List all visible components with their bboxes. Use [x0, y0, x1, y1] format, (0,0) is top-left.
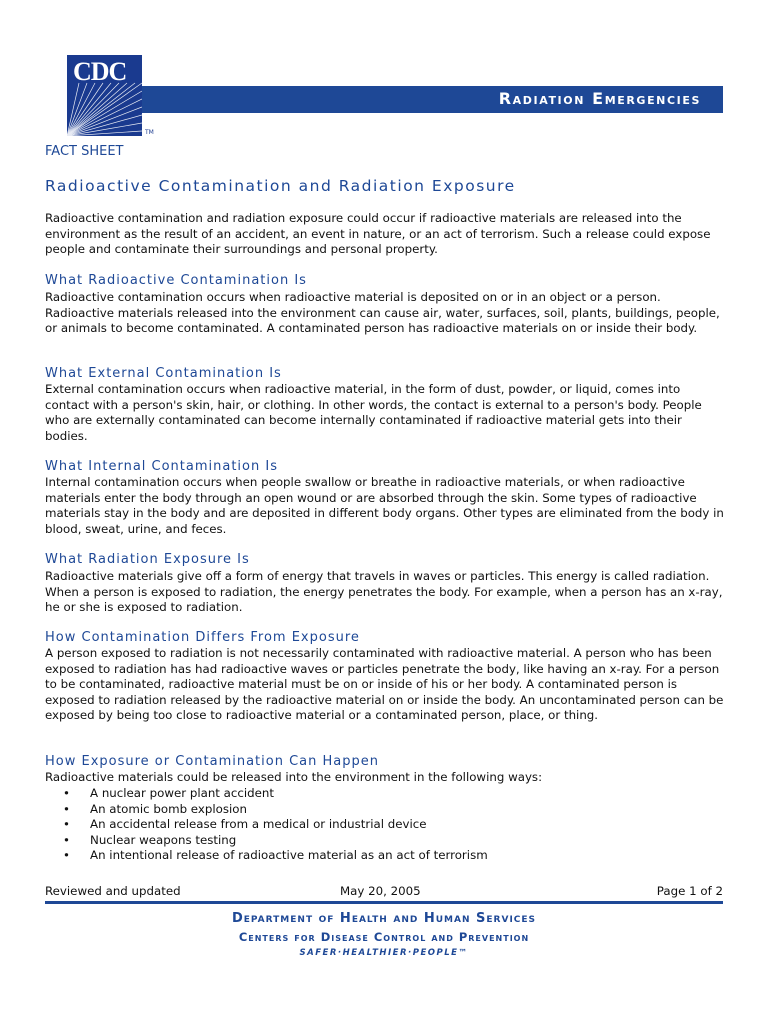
section-paragraph: Radioactive materials could be released into the environment in the following ways:	[45, 770, 543, 784]
section-paragraph: Radioactive contamination occurs when radioactive material is deposited on or in an object or a person. Radioactive materials released into the environment can cause air, water, surfaces, soil, plants, buildings, people, or animals to become contaminated. A contaminated person has radioactive materials on or inside their body.	[45, 290, 720, 335]
section-heading: What Radiation Exposure Is	[45, 552, 250, 567]
logo-trademark: TM	[145, 129, 154, 136]
page-number: Page 1 of 2	[656, 884, 723, 898]
footer-row	[45, 884, 723, 900]
department-name: Department of Health and Human Services	[231, 911, 537, 926]
cdc-logo-box	[67, 55, 142, 136]
bullet-list	[45, 786, 488, 864]
intro-paragraph: Radioactive contamination and radiation exposure could occur if radioactive materials are released into the environment as the result of an accident, an event in nature, or an act of terrorism. Such a release could expose people and contaminate their surroundings and personal property.	[45, 211, 711, 256]
list-item: • An atomic bomb explosion	[45, 802, 488, 818]
section-paragraph: Internal contamination occurs when people swallow or breathe in radioactive materials, or when radioactive materials enter the body through an open wound or are absorbed through the skin. Some types of radioactive materials stay in the body and are deposited in different body organs. Other types are eliminated from the body in blood, sweat, urine, and feces.	[45, 475, 724, 536]
footer-divider	[45, 901, 723, 904]
list-item: • An accidental release from a medical or industrial device	[45, 817, 488, 833]
cdc-logo	[67, 55, 142, 136]
section-paragraph: Radioactive materials give off a form of energy that travels in waves or particles. This energy is called radiation. When a person is exposed to radiation, the energy penetrates the body. For example, when a person has an x-ray, he or she is exposed to radiation.	[45, 569, 723, 614]
list-item: • A nuclear power plant accident	[45, 786, 488, 802]
list-item: • An intentional release of radioactive material as an act of terrorism	[45, 848, 488, 864]
section-heading: What Internal Contamination Is	[45, 459, 278, 474]
fact-sheet-label: FACT SHEET	[45, 144, 124, 159]
page-title: Radioactive Contamination and Radiation Exposure	[45, 177, 516, 195]
section-heading: What Radioactive Contamination Is	[45, 273, 307, 288]
review-label: Reviewed and updated	[45, 884, 181, 898]
header-banner	[142, 86, 723, 113]
tagline: SAFER·HEALTHIER·PEOPLE™	[299, 948, 469, 958]
section-heading: How Exposure or Contamination Can Happen	[45, 754, 379, 769]
section-heading: What External Contamination Is	[45, 366, 282, 381]
section-paragraph: A person exposed to radiation is not necessarily contaminated with radioactive material. A person who has been exposed to radiation has had radioactive waves or particles penetrate the body, like having an x-ray. For a person to be contaminated, radioactive material must be on or inside of his or her body. A contaminated person is exposed to radiation released by the radioactive material on or inside the body. An uncontaminated person can be exposed by being too close to radioactive material or a contaminated person, place, or thing.	[45, 646, 724, 722]
section-heading: How Contamination Differs From Exposure	[45, 630, 360, 645]
list-item: • Nuclear weapons testing	[45, 833, 488, 849]
logo-text: CDC	[73, 57, 127, 86]
banner-title: Radiation Emergencies	[498, 89, 701, 108]
section-paragraph: External contamination occurs when radioactive material, in the form of dust, powder, or liquid, comes into contact with a person's skin, hair, or clothing. In other words, the contact is external to a person's body. People who are externally contaminated can become internally contaminated if radioactive material gets into their bodies.	[45, 382, 702, 443]
review-date: May 20, 2005	[340, 884, 421, 898]
centers-name: Centers for Disease Control and Prevention	[238, 930, 530, 944]
